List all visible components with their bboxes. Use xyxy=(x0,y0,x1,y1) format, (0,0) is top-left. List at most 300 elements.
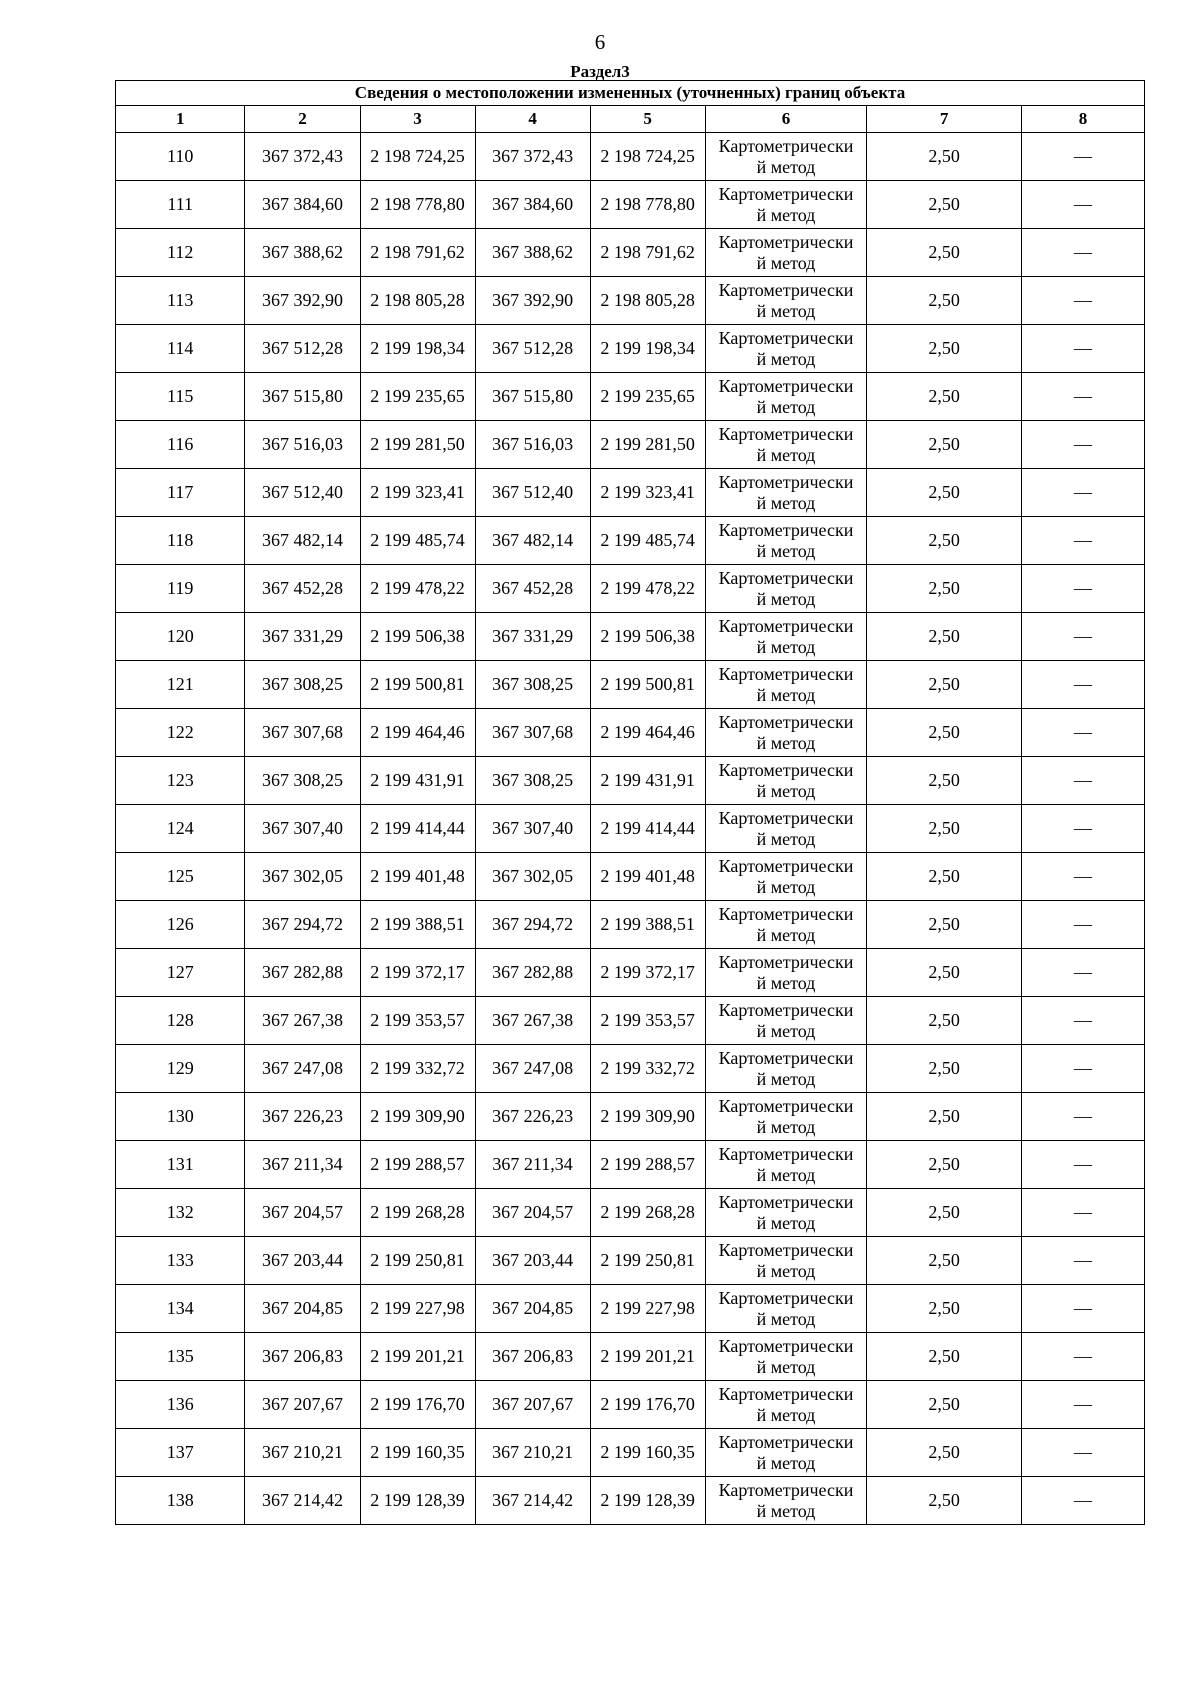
precision-cell: 2,50 xyxy=(867,1381,1022,1429)
method-cell xyxy=(705,997,867,1045)
section-title: Раздел3 xyxy=(570,62,630,81)
coordinate-cell: 367 516,03 xyxy=(245,421,360,469)
table-row xyxy=(116,229,1145,277)
method-line: Картометрически xyxy=(718,1143,854,1164)
coordinate-cell: 367 482,14 xyxy=(475,517,590,565)
method-cell xyxy=(705,1285,867,1333)
coordinate-cell: 2 199 128,39 xyxy=(590,1477,705,1525)
coordinate-cell: 2 199 201,21 xyxy=(360,1333,475,1381)
coordinate-cell: 367 203,44 xyxy=(245,1237,360,1285)
point-number-cell: 111 xyxy=(116,181,245,229)
coordinate-cell: 2 198 778,80 xyxy=(360,181,475,229)
method-cell xyxy=(705,1381,867,1429)
table-row xyxy=(116,181,1145,229)
method-line: Картометрически xyxy=(718,951,854,972)
description-cell: — xyxy=(1022,1429,1145,1477)
coordinate-cell: 2 199 227,98 xyxy=(590,1285,705,1333)
description-cell: — xyxy=(1022,1381,1145,1429)
method-line: й метод xyxy=(756,732,816,753)
method-line: й метод xyxy=(756,540,816,561)
coordinate-cell: 367 331,29 xyxy=(245,613,360,661)
precision-cell: 2,50 xyxy=(867,421,1022,469)
precision-cell: 2,50 xyxy=(867,661,1022,709)
table-row xyxy=(116,1045,1145,1093)
point-number-cell: 130 xyxy=(116,1093,245,1141)
method-line: й метод xyxy=(756,1164,816,1185)
coordinate-cell: 2 199 353,57 xyxy=(360,997,475,1045)
method-line: Картометрически xyxy=(718,855,854,876)
method-cell xyxy=(705,1333,867,1381)
coordinate-cell: 2 199 323,41 xyxy=(360,469,475,517)
method-line: й метод xyxy=(756,348,816,369)
method-line: й метод xyxy=(756,156,816,177)
coordinate-cell: 2 199 388,51 xyxy=(590,901,705,949)
description-cell: — xyxy=(1022,901,1145,949)
coordinate-cell: 2 198 724,25 xyxy=(360,133,475,181)
table-row xyxy=(116,1189,1145,1237)
method-cell xyxy=(705,901,867,949)
coordinate-cell: 367 307,40 xyxy=(475,805,590,853)
description-cell: — xyxy=(1022,1285,1145,1333)
coordinate-cell: 367 226,23 xyxy=(245,1093,360,1141)
description-cell: — xyxy=(1022,853,1145,901)
method-cell xyxy=(705,1237,867,1285)
point-number-cell: 133 xyxy=(116,1237,245,1285)
method-line: Картометрически xyxy=(718,1047,854,1068)
table-row xyxy=(116,997,1145,1045)
column-header: 3 xyxy=(360,106,475,133)
precision-cell: 2,50 xyxy=(867,229,1022,277)
method-line: й метод xyxy=(756,1020,816,1041)
coordinate-cell: 2 199 372,17 xyxy=(360,949,475,997)
table-row xyxy=(116,1381,1145,1429)
method-line: Картометрически xyxy=(718,615,854,636)
method-cell xyxy=(705,709,867,757)
description-cell: — xyxy=(1022,565,1145,613)
coordinate-cell: 367 206,83 xyxy=(475,1333,590,1381)
method-line: й метод xyxy=(756,1116,816,1137)
coordinate-cell: 367 512,28 xyxy=(475,325,590,373)
table-row xyxy=(116,853,1145,901)
precision-cell: 2,50 xyxy=(867,901,1022,949)
method-line: Картометрически xyxy=(718,663,854,684)
table-row xyxy=(116,517,1145,565)
coordinate-cell: 367 282,88 xyxy=(475,949,590,997)
boundary-coordinates-table xyxy=(115,80,1145,1525)
description-cell: — xyxy=(1022,997,1145,1045)
coordinate-cell: 367 308,25 xyxy=(245,661,360,709)
precision-cell: 2,50 xyxy=(867,613,1022,661)
point-number-cell: 137 xyxy=(116,1429,245,1477)
coordinate-cell: 367 452,28 xyxy=(475,565,590,613)
page-number: 6 xyxy=(594,30,606,54)
precision-cell: 2,50 xyxy=(867,565,1022,613)
precision-cell: 2,50 xyxy=(867,325,1022,373)
description-cell: — xyxy=(1022,1477,1145,1525)
table-row xyxy=(116,661,1145,709)
coordinate-cell: 2 199 485,74 xyxy=(590,517,705,565)
point-number-cell: 119 xyxy=(116,565,245,613)
precision-cell: 2,50 xyxy=(867,1285,1022,1333)
method-line: Картометрически xyxy=(718,375,854,396)
coordinate-cell: 2 199 176,70 xyxy=(360,1381,475,1429)
point-number-cell: 121 xyxy=(116,661,245,709)
description-cell: — xyxy=(1022,373,1145,421)
coordinate-cell: 2 199 198,34 xyxy=(590,325,705,373)
coordinate-cell: 2 199 235,65 xyxy=(360,373,475,421)
coordinate-cell: 2 199 414,44 xyxy=(360,805,475,853)
method-line: й метод xyxy=(756,828,816,849)
coordinate-cell: 367 214,42 xyxy=(475,1477,590,1525)
method-cell xyxy=(705,1477,867,1525)
coordinate-cell: 2 199 268,28 xyxy=(360,1189,475,1237)
point-number-cell: 126 xyxy=(116,901,245,949)
method-line: й метод xyxy=(756,684,816,705)
method-line: й метод xyxy=(756,444,816,465)
table-row xyxy=(116,469,1145,517)
point-number-cell: 129 xyxy=(116,1045,245,1093)
table-row xyxy=(116,1477,1145,1525)
coordinate-cell: 367 204,85 xyxy=(245,1285,360,1333)
coordinate-cell: 367 372,43 xyxy=(475,133,590,181)
method-cell xyxy=(705,1045,867,1093)
description-cell: — xyxy=(1022,325,1145,373)
method-line: й метод xyxy=(756,1452,816,1473)
point-number-cell: 124 xyxy=(116,805,245,853)
coordinate-cell: 367 204,57 xyxy=(475,1189,590,1237)
coordinate-cell: 2 199 281,50 xyxy=(360,421,475,469)
coordinate-cell: 367 204,57 xyxy=(245,1189,360,1237)
method-line: й метод xyxy=(756,1404,816,1425)
table-row xyxy=(116,421,1145,469)
method-cell xyxy=(705,1429,867,1477)
point-number-cell: 138 xyxy=(116,1477,245,1525)
method-cell xyxy=(705,517,867,565)
method-line: й метод xyxy=(756,300,816,321)
method-line: Картометрически xyxy=(718,519,854,540)
precision-cell: 2,50 xyxy=(867,1141,1022,1189)
method-cell xyxy=(705,949,867,997)
precision-cell: 2,50 xyxy=(867,1093,1022,1141)
method-cell xyxy=(705,757,867,805)
coordinate-cell: 367 515,80 xyxy=(475,373,590,421)
method-line: й метод xyxy=(756,1308,816,1329)
precision-cell: 2,50 xyxy=(867,181,1022,229)
coordinate-cell: 2 198 778,80 xyxy=(590,181,705,229)
point-number-cell: 125 xyxy=(116,853,245,901)
description-cell: — xyxy=(1022,709,1145,757)
coordinate-cell: 2 199 478,22 xyxy=(360,565,475,613)
method-line: Картометрически xyxy=(718,567,854,588)
column-header: 4 xyxy=(475,106,590,133)
description-cell: — xyxy=(1022,1141,1145,1189)
coordinate-cell: 2 199 431,91 xyxy=(590,757,705,805)
coordinate-cell: 2 199 401,48 xyxy=(360,853,475,901)
coordinate-cell: 2 199 506,38 xyxy=(360,613,475,661)
coordinate-cell: 2 199 201,21 xyxy=(590,1333,705,1381)
coordinate-cell: 367 516,03 xyxy=(475,421,590,469)
coordinate-cell: 367 515,80 xyxy=(245,373,360,421)
precision-cell: 2,50 xyxy=(867,277,1022,325)
point-number-cell: 120 xyxy=(116,613,245,661)
coordinate-cell: 367 210,21 xyxy=(245,1429,360,1477)
description-cell: — xyxy=(1022,1333,1145,1381)
description-cell: — xyxy=(1022,517,1145,565)
coordinate-cell: 2 199 332,72 xyxy=(590,1045,705,1093)
coordinate-cell: 2 198 724,25 xyxy=(590,133,705,181)
method-line: Картометрически xyxy=(718,759,854,780)
method-line: й метод xyxy=(756,252,816,273)
point-number-cell: 131 xyxy=(116,1141,245,1189)
point-number-cell: 113 xyxy=(116,277,245,325)
coordinate-cell: 367 512,40 xyxy=(475,469,590,517)
coordinate-cell: 2 199 160,35 xyxy=(360,1429,475,1477)
coordinate-cell: 367 282,88 xyxy=(245,949,360,997)
method-line: Картометрически xyxy=(718,1479,854,1500)
coordinate-cell: 367 308,25 xyxy=(475,757,590,805)
method-cell xyxy=(705,613,867,661)
method-cell xyxy=(705,373,867,421)
coordinate-cell: 2 198 805,28 xyxy=(360,277,475,325)
method-line: й метод xyxy=(756,1356,816,1377)
table-row xyxy=(116,613,1145,661)
description-cell: — xyxy=(1022,1093,1145,1141)
precision-cell: 2,50 xyxy=(867,805,1022,853)
method-cell xyxy=(705,469,867,517)
column-header: 6 xyxy=(705,106,867,133)
coordinate-cell: 2 199 431,91 xyxy=(360,757,475,805)
point-number-cell: 136 xyxy=(116,1381,245,1429)
point-number-cell: 110 xyxy=(116,133,245,181)
method-line: й метод xyxy=(756,972,816,993)
coordinate-cell: 367 211,34 xyxy=(475,1141,590,1189)
coordinate-cell: 367 482,14 xyxy=(245,517,360,565)
coordinate-cell: 367 294,72 xyxy=(475,901,590,949)
coordinate-cell: 2 199 128,39 xyxy=(360,1477,475,1525)
method-line: Картометрически xyxy=(718,423,854,444)
coordinate-cell: 2 199 485,74 xyxy=(360,517,475,565)
precision-cell: 2,50 xyxy=(867,1189,1022,1237)
table-row xyxy=(116,709,1145,757)
coordinate-cell: 2 199 288,57 xyxy=(590,1141,705,1189)
coordinate-cell: 367 512,28 xyxy=(245,325,360,373)
method-cell xyxy=(705,661,867,709)
column-header: 8 xyxy=(1022,106,1145,133)
description-cell: — xyxy=(1022,757,1145,805)
coordinate-cell: 367 204,85 xyxy=(475,1285,590,1333)
coordinate-cell: 367 247,08 xyxy=(245,1045,360,1093)
point-number-cell: 117 xyxy=(116,469,245,517)
coordinate-cell: 2 199 372,17 xyxy=(590,949,705,997)
coordinate-cell: 2 199 235,65 xyxy=(590,373,705,421)
method-line: й метод xyxy=(756,492,816,513)
method-line: й метод xyxy=(756,876,816,897)
coordinate-cell: 367 207,67 xyxy=(475,1381,590,1429)
method-cell xyxy=(705,421,867,469)
coordinate-cell: 2 199 478,22 xyxy=(590,565,705,613)
table-row xyxy=(116,805,1145,853)
precision-cell: 2,50 xyxy=(867,1045,1022,1093)
table-row xyxy=(116,373,1145,421)
coordinate-cell: 2 199 500,81 xyxy=(590,661,705,709)
coordinate-cell: 367 294,72 xyxy=(245,901,360,949)
coordinate-cell: 367 302,05 xyxy=(245,853,360,901)
point-number-cell: 114 xyxy=(116,325,245,373)
coordinate-cell: 367 267,38 xyxy=(245,997,360,1045)
coordinate-cell: 2 199 388,51 xyxy=(360,901,475,949)
table-caption-row xyxy=(116,81,1145,106)
method-cell xyxy=(705,229,867,277)
precision-cell: 2,50 xyxy=(867,133,1022,181)
method-line: й метод xyxy=(756,1500,816,1521)
precision-cell: 2,50 xyxy=(867,1477,1022,1525)
coordinate-cell: 367 384,60 xyxy=(245,181,360,229)
table-row xyxy=(116,133,1145,181)
coordinate-cell: 367 207,67 xyxy=(245,1381,360,1429)
method-line: Картометрически xyxy=(718,1383,854,1404)
coordinate-cell: 367 388,62 xyxy=(245,229,360,277)
point-number-cell: 122 xyxy=(116,709,245,757)
table-row xyxy=(116,1237,1145,1285)
method-line: й метод xyxy=(756,1212,816,1233)
coordinate-cell: 2 199 288,57 xyxy=(360,1141,475,1189)
method-line: Картометрически xyxy=(718,327,854,348)
table-row xyxy=(116,757,1145,805)
method-line: Картометрически xyxy=(718,1191,854,1212)
description-cell: — xyxy=(1022,277,1145,325)
coordinate-cell: 367 267,38 xyxy=(475,997,590,1045)
table-row xyxy=(116,325,1145,373)
precision-cell: 2,50 xyxy=(867,709,1022,757)
coordinate-cell: 367 302,05 xyxy=(475,853,590,901)
coordinate-cell: 2 199 250,81 xyxy=(590,1237,705,1285)
coordinate-cell: 2 199 332,72 xyxy=(360,1045,475,1093)
column-header: 2 xyxy=(245,106,360,133)
method-line: й метод xyxy=(756,780,816,801)
method-line: й метод xyxy=(756,1260,816,1281)
method-cell xyxy=(705,181,867,229)
coordinate-cell: 367 392,90 xyxy=(475,277,590,325)
method-line: Картометрически xyxy=(718,1239,854,1260)
method-cell xyxy=(705,805,867,853)
method-cell xyxy=(705,565,867,613)
column-header: 1 xyxy=(116,106,245,133)
precision-cell: 2,50 xyxy=(867,469,1022,517)
table-row xyxy=(116,1429,1145,1477)
precision-cell: 2,50 xyxy=(867,373,1022,421)
coordinate-cell: 2 199 281,50 xyxy=(590,421,705,469)
method-line: Картометрически xyxy=(718,1335,854,1356)
table-row xyxy=(116,277,1145,325)
description-cell: — xyxy=(1022,181,1145,229)
coordinate-cell: 2 199 227,98 xyxy=(360,1285,475,1333)
coordinate-cell: 367 226,23 xyxy=(475,1093,590,1141)
coordinate-cell: 2 199 414,44 xyxy=(590,805,705,853)
coordinate-cell: 2 199 401,48 xyxy=(590,853,705,901)
description-cell: — xyxy=(1022,949,1145,997)
method-line: й метод xyxy=(756,204,816,225)
coordinate-cell: 367 214,42 xyxy=(245,1477,360,1525)
precision-cell: 2,50 xyxy=(867,853,1022,901)
description-cell: — xyxy=(1022,661,1145,709)
point-number-cell: 127 xyxy=(116,949,245,997)
method-cell xyxy=(705,277,867,325)
coordinate-cell: 367 392,90 xyxy=(245,277,360,325)
coordinate-cell: 2 199 309,90 xyxy=(360,1093,475,1141)
coordinate-cell: 367 307,68 xyxy=(245,709,360,757)
precision-cell: 2,50 xyxy=(867,1429,1022,1477)
coordinate-cell: 367 210,21 xyxy=(475,1429,590,1477)
method-line: Картометрически xyxy=(718,135,854,156)
table-row xyxy=(116,901,1145,949)
point-number-cell: 112 xyxy=(116,229,245,277)
method-line: Картометрически xyxy=(718,1095,854,1116)
description-cell: — xyxy=(1022,229,1145,277)
point-number-cell: 128 xyxy=(116,997,245,1045)
coordinate-cell: 367 308,25 xyxy=(245,757,360,805)
coordinate-cell: 367 307,40 xyxy=(245,805,360,853)
point-number-cell: 115 xyxy=(116,373,245,421)
method-line: Картометрически xyxy=(718,1431,854,1452)
coordinate-cell: 2 199 160,35 xyxy=(590,1429,705,1477)
description-cell: — xyxy=(1022,133,1145,181)
coordinate-cell: 367 384,60 xyxy=(475,181,590,229)
coordinate-cell: 367 388,62 xyxy=(475,229,590,277)
table-body xyxy=(116,133,1145,1525)
precision-cell: 2,50 xyxy=(867,949,1022,997)
coordinate-cell: 367 308,25 xyxy=(475,661,590,709)
method-line: Картометрически xyxy=(718,471,854,492)
method-line: Картометрически xyxy=(718,279,854,300)
precision-cell: 2,50 xyxy=(867,997,1022,1045)
method-line: Картометрически xyxy=(718,183,854,204)
coordinate-cell: 2 199 198,34 xyxy=(360,325,475,373)
precision-cell: 2,50 xyxy=(867,517,1022,565)
coordinate-cell: 367 206,83 xyxy=(245,1333,360,1381)
coordinate-cell: 367 331,29 xyxy=(475,613,590,661)
method-line: Картометрически xyxy=(718,999,854,1020)
description-cell: — xyxy=(1022,1189,1145,1237)
precision-cell: 2,50 xyxy=(867,1333,1022,1381)
point-number-cell: 134 xyxy=(116,1285,245,1333)
coordinate-cell: 367 247,08 xyxy=(475,1045,590,1093)
coordinate-cell: 2 199 464,46 xyxy=(360,709,475,757)
method-line: Картометрически xyxy=(718,711,854,732)
coordinate-cell: 367 372,43 xyxy=(245,133,360,181)
coordinate-cell: 367 211,34 xyxy=(245,1141,360,1189)
method-line: Картометрически xyxy=(718,231,854,252)
method-line: й метод xyxy=(756,636,816,657)
method-cell xyxy=(705,853,867,901)
coordinate-cell: 2 198 805,28 xyxy=(590,277,705,325)
coordinate-cell: 2 199 309,90 xyxy=(590,1093,705,1141)
coordinate-cell: 367 203,44 xyxy=(475,1237,590,1285)
point-number-cell: 118 xyxy=(116,517,245,565)
method-cell xyxy=(705,1093,867,1141)
coordinate-cell: 2 199 464,46 xyxy=(590,709,705,757)
coordinate-cell: 2 199 268,28 xyxy=(590,1189,705,1237)
coordinate-cell: 2 198 791,62 xyxy=(360,229,475,277)
coordinate-cell: 2 199 506,38 xyxy=(590,613,705,661)
description-cell: — xyxy=(1022,613,1145,661)
table-row xyxy=(116,1141,1145,1189)
precision-cell: 2,50 xyxy=(867,757,1022,805)
table-row xyxy=(116,949,1145,997)
coordinate-cell: 2 199 176,70 xyxy=(590,1381,705,1429)
coordinate-cell: 2 199 500,81 xyxy=(360,661,475,709)
point-number-cell: 132 xyxy=(116,1189,245,1237)
description-cell: — xyxy=(1022,1045,1145,1093)
